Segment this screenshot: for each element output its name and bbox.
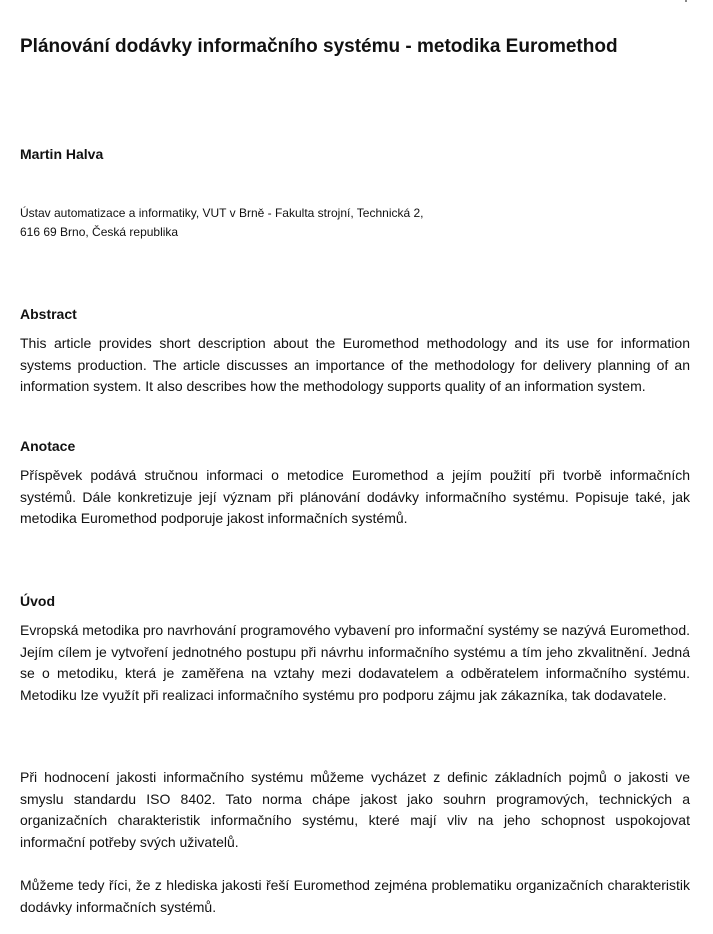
affiliation-line-1: Ústav automatizace a informatiky, VUT v Brně - Fakulta strojní, Technická 2, [20, 206, 424, 220]
abstract-heading: Abstract [20, 306, 77, 322]
paper-title: Plánování dodávky informačního systému - metodika Euromethod [20, 36, 618, 57]
uvod-paragraph-1: Evropská metodika pro navrhování programového vybavení pro informační systémy se nazývá Euromethod. Jejím cílem je vytvoření jednotného postupu při návrhu informačního systému a tím jeho zkvalitnění. Jedná se o metodiku, která je zaměřena na vztahy mezi dodavatelem a odběratelem informačního systému. Metodiku lze využít při realizaci informačního systému pro podporu zájmu jak zákazníka, tak dodavatele. [20, 622, 690, 703]
affiliation [20, 204, 424, 242]
anotace-text: Příspěvek podává stručnou informaci o metodice Euromethod a jejím použití při tvorbě informačních systémů. Dále konkretizuje její význam při plánování dodávky informačního systému. Popisuje také, jak metodika Euromethod podporuje jakost informačních systémů. [20, 467, 690, 526]
affiliation-line-2: 616 69 Brno, Česká republika [20, 225, 179, 239]
author-name: Martin Halva [20, 146, 104, 162]
anotace-heading: Anotace [20, 438, 76, 454]
abstract-text: This article provides short description about the Euromethod methodology and its use for information systems production. The article discusses an importance of the methodology for delivery planning of an information system. It also describes how the methodology supports quality of an information system. [20, 335, 690, 394]
scan-mark [685, 0, 687, 2]
uvod-paragraph-2: Při hodnocení jakosti informačního systému můžeme vycházet z definic základních pojmů o jakosti ve smyslu standardu ISO 8402. Tato norma chápe jakost jako souhrn programových, technických a organizačních charakteristik informačního systému, které mají vliv na jeho schopnost uspokojovat informační potřeby svých uživatelů. [20, 769, 690, 850]
uvod-heading: Úvod [20, 593, 55, 609]
uvod-paragraph-3: Můžeme tedy říci, že z hlediska jakosti řeší Euromethod zejména problematiku organizačních charakteristik dodávky informačních systémů. [20, 877, 690, 915]
